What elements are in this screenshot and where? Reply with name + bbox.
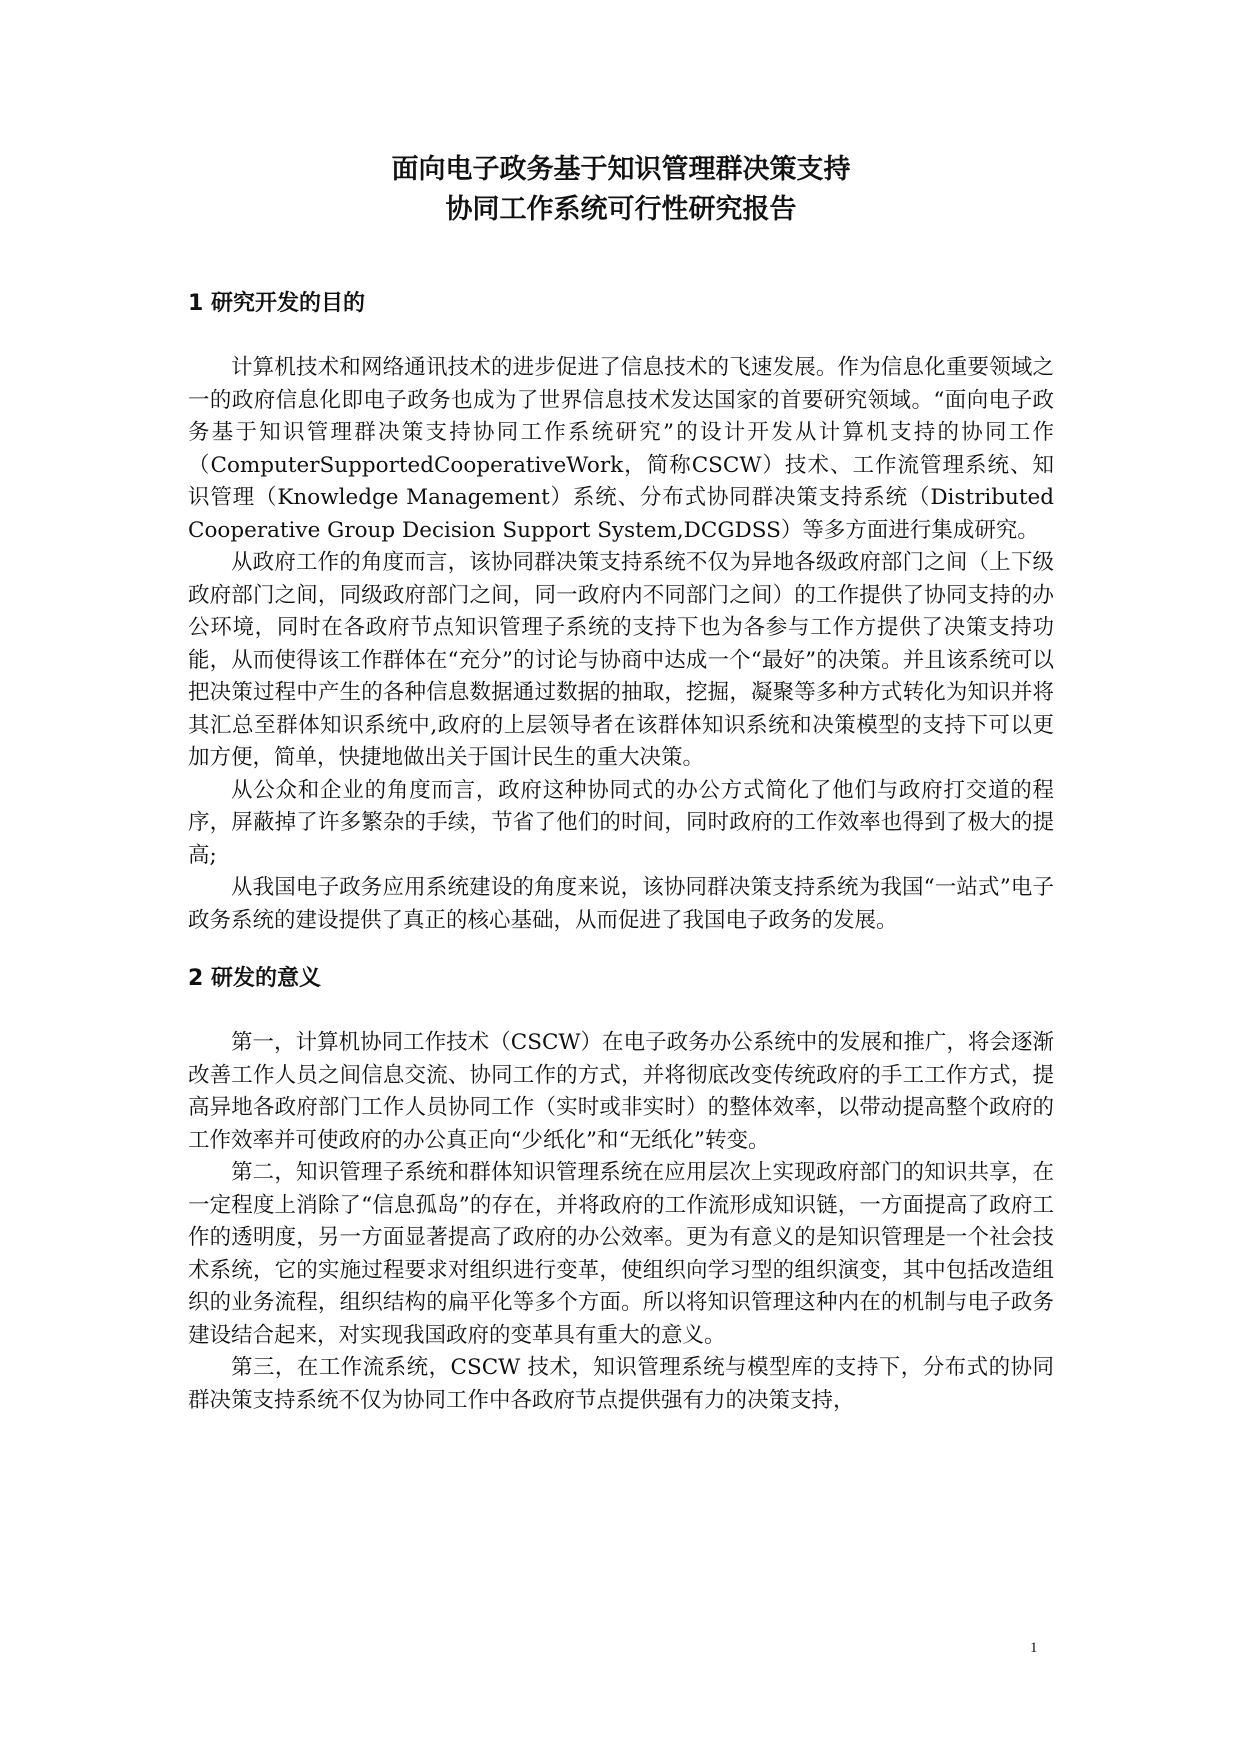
section-2-heading: 2 研发的意义 (188, 966, 321, 991)
section-1-paragraph-4: 从我国电子政务应用系统建设的角度来说，该协同群决策支持系统为我国“一站式”电子政务系统的建设提供了真正的核心基础，从而促进了我国电子政务的发展。 (188, 875, 1054, 933)
section-1-paragraph-3: 从公众和企业的角度而言，政府这种协同式的办公方式简化了他们与政府打交道的程序，屏蔽掉了许多繁杂的手续，节省了他们的时间，同时政府的工作效率也得到了极大的提高; (188, 777, 1054, 868)
section-2-paragraph-2: 第二，知识管理子系统和群体知识管理系统在应用层次上实现政府部门的知识共享，在一定程度上消除了“信息孤岛”的存在，并将政府的工作流形成知识链，一方面提高了政府工作的透明度，另一方面显著提高了政府的办公效率。更为有意义的是知识管理是一个社会技术系统，它的实施过程要求对组织进行变革，使组织向学习型的组织演变，其中包括改造组织的业务流程，组织结构的扁平化等多个方面。所以将知识管理这种内在的机制与电子政务建设结合起来，对实现我国政府的变革具有重大的意义。 (188, 1160, 1054, 1348)
section-2-paragraph-3: 第三，在工作流系统，CSCW 技术，知识管理系统与模型库的支持下，分布式的协同群决策支持系统不仅为协同工作中各政府节点提供强有力的决策支持， (188, 1355, 1054, 1413)
page-number: 1 (1030, 1640, 1038, 1656)
section-1-heading: 1 研究开发的目的 (188, 291, 365, 316)
section-1-paragraph-1: 计算机技术和网络通讯技术的进步促进了信息技术的飞速发展。作为信息化重要领域之一的政府信息化即电子政务也成为了世界信息技术发达国家的首要研究领域。“面向电子政务基于知识管理群决策支持协同工作系统研究”的设计开发从计算机支持的协同工作（ComputerSupportedCooperativeWork，简称CSCW）技术、工作流管理系统、知识管理（Knowledge Management）系统、分布式协同群决策支持系统（Distributed Cooperative Group Decision Support System,DCGDSS）等多方面进行集成研究。 (188, 355, 1054, 543)
title-line-1: 面向电子政务基于知识管理群决策支持 (391, 154, 851, 185)
title-line-2: 协同工作系统可行性研究报告 (445, 194, 797, 225)
page-content (188, 150, 1054, 1417)
section-1-paragraph-2: 从政府工作的角度而言，该协同群决策支持系统不仅为异地各级政府部门之间（上下级政府部门之间，同级政府部门之间，同一政府内不同部门之间）的工作提供了协同支持的办公环境，同时在各政府节点知识管理子系统的支持下也为各参与工作方提供了决策支持功能，从而使得该工作群体在“充分”的讨论与协商中达成一个“最好”的决策。并且该系统可以把决策过程中产生的各种信息数据通过数据的抽取，挖掘，凝聚等多种方式转化为知识并将其汇总至群体知识系统中,政府的上层领导者在该群体知识系统和决策模型的支持下可以更加方便，简单，快捷地做出关于国计民生的重大决策。 (188, 550, 1054, 770)
section-2-paragraph-1: 第一，计算机协同工作技术（CSCW）在电子政务办公系统中的发展和推广，将会逐渐改善工作人员之间信息交流、协同工作的方式，并将彻底改变传统政府的手工工作方式，提高异地各政府部门工作人员协同工作（实时或非实时）的整体效率，以带动提高整个政府的工作效率并可使政府的办公真正向“少纸化”和“无纸化”转变。 (188, 1030, 1054, 1153)
